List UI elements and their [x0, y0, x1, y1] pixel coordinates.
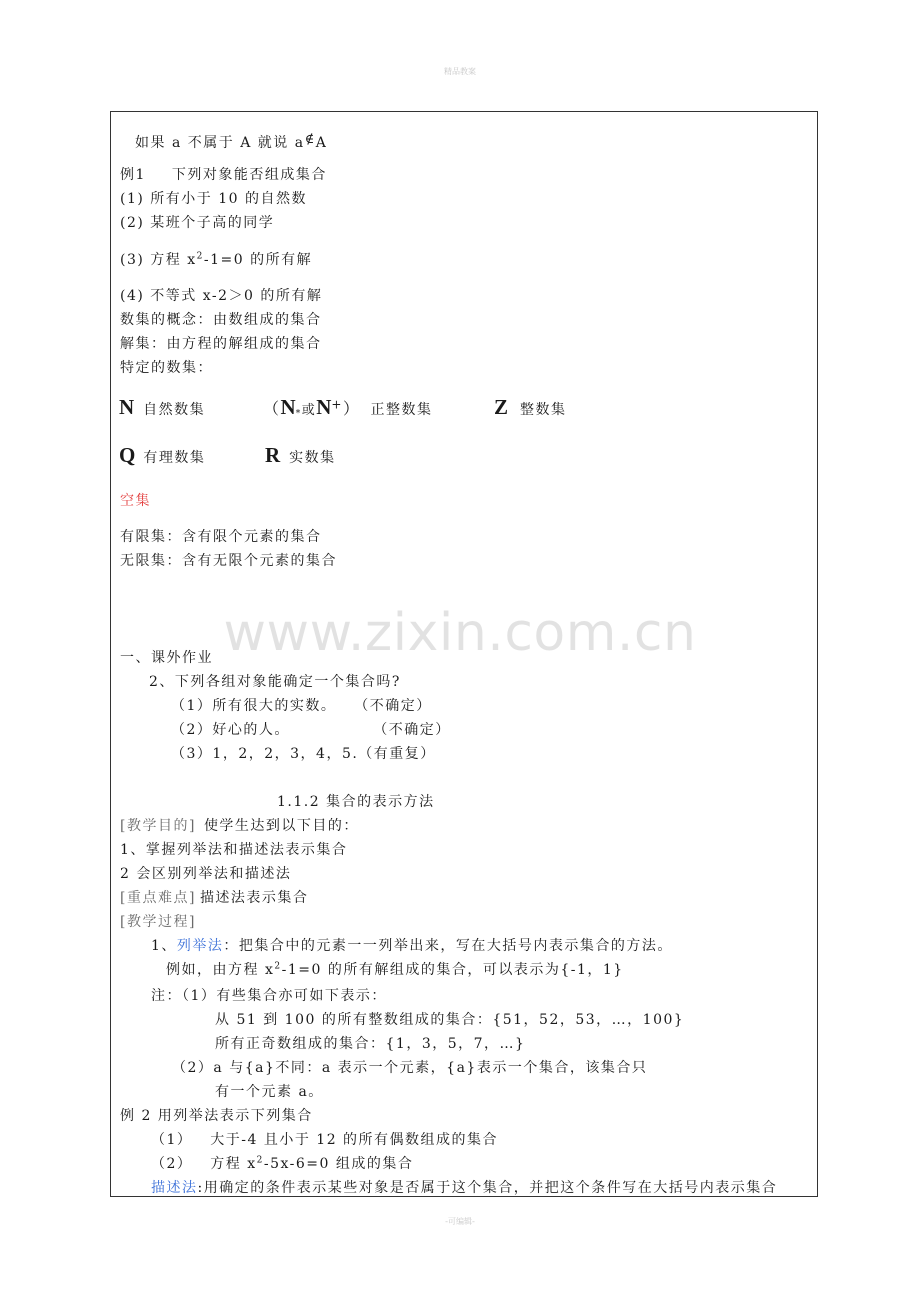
example1-item-3: (3) 方程 $x^2-1=0$ 的所有解	[120, 251, 313, 268]
example1-item-1: (1) 所有小于 10 的自然数	[120, 191, 307, 207]
example2-item-1: （1） 大于-4 且小于 12 的所有偶数组成的集合	[151, 1132, 499, 1148]
teaching-goal-1: 1、掌握列举法和描述法表示集合	[120, 842, 348, 858]
solution-set-definition: 解集：由方程的解组成的集合	[120, 336, 322, 352]
integers-set: Z整数集	[494, 395, 567, 419]
enumeration-term: 列举法	[176, 938, 224, 954]
homework-title: 一、课外作业	[120, 650, 213, 666]
homework-question-2: 2、下列各组对象能确定一个集合吗?	[149, 674, 401, 690]
note-2-continued: 有一个元素 a。	[215, 1084, 324, 1100]
enumeration-method: 1、列举法：把集合中的元素一一列举出来，写在大括号内表示集合的方法。	[151, 938, 673, 954]
empty-set-term: 空集	[120, 493, 151, 509]
n-symbol: N	[119, 395, 135, 419]
note-1: 注：（1）有些集合亦可如下表示：	[151, 988, 387, 1004]
example1-heading: 例1 下列对象能否组成集合	[120, 167, 327, 183]
not-belong-symbol: ∉	[304, 132, 316, 147]
site-watermark: www.zixin.com.cn	[223, 603, 697, 663]
z-symbol: Z	[494, 395, 509, 419]
rational-numbers-set: Q有理数集	[119, 443, 206, 467]
content-frame	[110, 111, 818, 1197]
r-symbol: R	[265, 443, 281, 467]
real-numbers-set: R实数集	[265, 443, 336, 467]
special-sets-heading: 特定的数集：	[120, 360, 213, 376]
section-title: 1.1.2 集合的表示方法	[277, 794, 435, 810]
example1-item-4: (4) 不等式 x-2＞0 的所有解	[120, 288, 323, 304]
example1-item-2: (2) 某班个子高的同学	[120, 215, 275, 231]
enumeration-example: 例如，由方程 $x^2-1=0$ 的所有解组成的集合，可以表示为{-1，1}	[166, 961, 624, 978]
footer-watermark: -可编辑-	[445, 1217, 475, 1226]
description-method: 描述法:用确定的条件表示某些对象是否属于这个集合，并把这个条件写在大括号内表示集合	[151, 1180, 778, 1196]
number-set-definition: 数集的概念：由数组成的集合	[120, 312, 322, 328]
header-watermark: 精品教案	[444, 67, 476, 76]
key-points: [重点难点] 描述法表示集合	[120, 890, 309, 906]
n-star-symbol: N	[280, 395, 296, 419]
teaching-goal-2: 2 会区别列举法和描述法	[120, 866, 292, 882]
homework-item-2: （2）好心的人。 （不确定）	[171, 722, 451, 738]
n-plus-symbol: N	[316, 395, 332, 419]
natural-numbers-set: N自然数集	[119, 395, 206, 419]
positive-integers-set: （$N_*$或N+） 正整数集	[263, 395, 433, 419]
homework-item-1: （1）所有很大的实数。 （不确定）	[171, 698, 432, 714]
teaching-goal: [教学目的] 使学生达到以下目的：	[120, 818, 359, 834]
homework-item-3: （3）1，2，2，3，4，5.（有重复）	[171, 746, 436, 762]
q-symbol: Q	[119, 443, 136, 467]
finite-set-definition: 有限集：含有限个元素的集合	[120, 529, 322, 545]
not-belong-line: 如果 a 不属于 A 就说 a∉A	[135, 132, 328, 151]
note-2: （2）a 与{a}不同：a 表示一个元素，{a}表示一个集合，该集合只	[172, 1060, 648, 1076]
note-1-example-b: 所有正奇数组成的集合：{1，3，5，7，…}	[215, 1036, 526, 1052]
example2-title: 例 2 用列举法表示下列集合	[120, 1108, 313, 1124]
infinite-set-definition: 无限集：含有无限个元素的集合	[120, 553, 337, 569]
teaching-process-tag: [教学过程]	[120, 914, 196, 930]
note-1-example-a: 从 51 到 100 的所有整数组成的集合：{51，52，53，…，100}	[215, 1012, 685, 1028]
example2-item-2: （2） 方程 $x^2-5x-6=0$ 组成的集合	[151, 1155, 414, 1172]
description-term: 描述法	[151, 1180, 198, 1196]
